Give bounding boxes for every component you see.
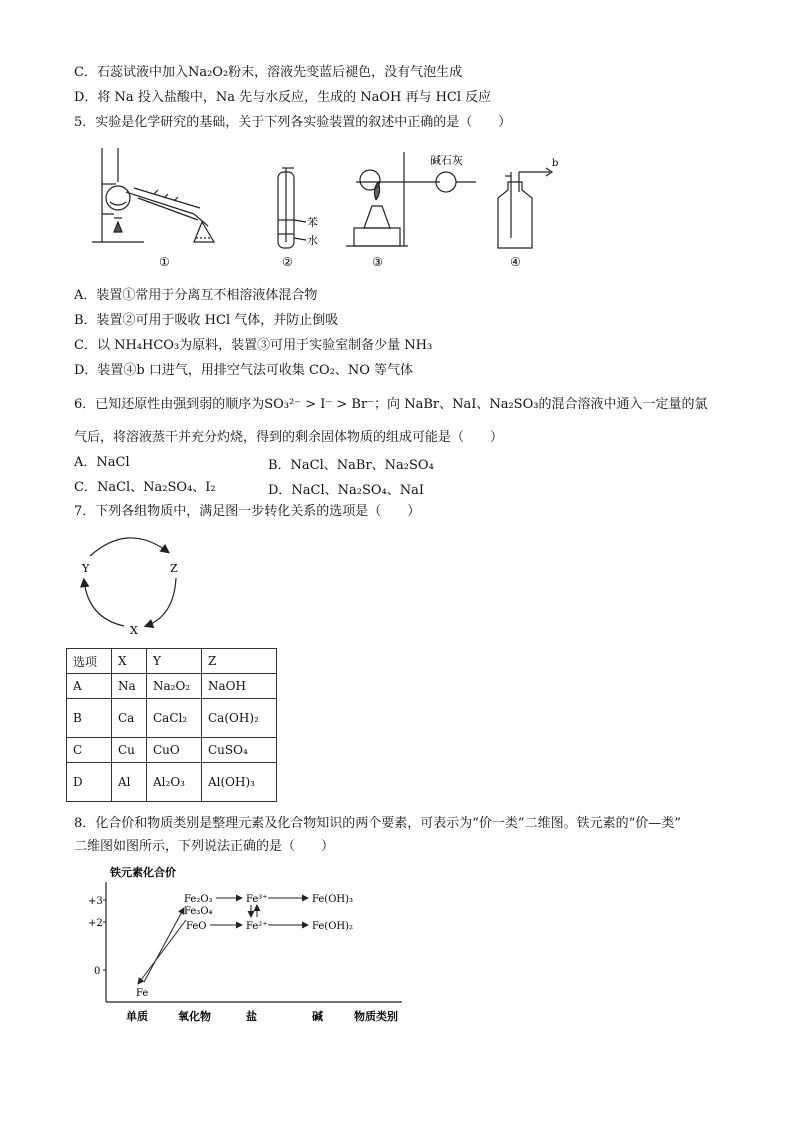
table-cell: Al₂O₃ (147, 763, 202, 802)
apparatus-2-label: ② (282, 255, 293, 269)
q7-stem: 7．下列各组物质中，满足图一步转化关系的选项是（ ） (74, 504, 421, 519)
q6-stem-line1: 6．已知还原性由强到弱的顺序为SO₃²⁻ > I⁻ > Br⁻；向 NaBr、NaI、Na₂SO₃的混合溶液中通入一定量的氯 (74, 397, 708, 412)
table-cell: Al(OH)₃ (202, 763, 277, 802)
q4-option-c: C．石蕊试液中加入Na₂O₂粉末，溶液先变蓝后褪色，没有气泡生成 (74, 65, 463, 80)
table-cell: CuO (147, 738, 202, 763)
apparatus-4-label: ④ (510, 255, 521, 269)
table-header: X (112, 649, 147, 674)
table-cell: Na (112, 674, 147, 699)
q6-stem-line2: 气后，将溶液蒸干并充分灼烧，得到的剩余固体物质的组成可能是（ ） (74, 430, 504, 445)
table-row (67, 738, 277, 763)
q7-options-table (66, 648, 277, 802)
apparatus-3-label: ③ (372, 255, 383, 269)
species-fe2ion: Fe²⁺ (246, 921, 268, 932)
port-b-label: b (552, 158, 559, 169)
q6-option-a: A．NaCl (74, 455, 130, 470)
cycle-x: X (130, 624, 138, 637)
species-fe: Fe (136, 988, 149, 999)
q8-valence-class-diagram (86, 862, 416, 1028)
species-feo: FeO (186, 921, 207, 932)
table-cell: B (67, 699, 112, 738)
q5-apparatus-figure (84, 142, 564, 272)
species-fe3ion: Fe³⁺ (246, 894, 268, 905)
arrow-y-to-z (90, 538, 168, 556)
q5-option-b: B．装置②可用于吸收 HCl 气体，并防止倒吸 (74, 313, 339, 328)
y-tick: 0 (94, 966, 101, 977)
y-axis-label: 铁元素化合价 (110, 866, 176, 879)
q5-option-c: C．以 NH₄HCO₃为原料，装置③可用于实验室制备少量 NH₃ (74, 338, 433, 353)
benzene-label: 苯 (307, 216, 318, 229)
q6-option-d: D．NaCl、Na₂SO₄、NaI (268, 483, 425, 498)
x-category: 氧化物 (178, 1010, 211, 1023)
q6-option-c: C．NaCl、Na₂SO₄、I₂ (74, 480, 216, 495)
table-cell: Ca (112, 699, 147, 738)
table-cell: A (67, 674, 112, 699)
q6-option-b: B．NaCl、NaBr、Na₂SO₄ (268, 458, 434, 473)
table-cell: Cu (112, 738, 147, 763)
table-header: Z (202, 649, 277, 674)
arrow-z-to-x (146, 578, 176, 626)
q5-option-d: D．装置④b 口进气，用排空气法可收集 CO₂、NO 等气体 (74, 363, 413, 378)
x-category: 物质类别 (354, 1010, 398, 1023)
q5-stem: 5．实验是化学研究的基础，关于下列各实验装置的叙述中正确的是（ ） (74, 115, 512, 130)
apparatus-1-label: ① (159, 255, 170, 269)
species-fe3o4: Fe₃O₄ (184, 906, 213, 917)
table-cell: Na₂O₂ (147, 674, 202, 699)
y-tick: +3 (88, 896, 103, 907)
soda-lime-label: 碱石灰 (430, 154, 463, 167)
arrow-fe-to-oxides (144, 908, 184, 982)
species-feoh3: Fe(OH)₃ (312, 894, 354, 905)
apparatus-1-distillation (92, 148, 214, 242)
species-fe2o3: Fe₂O₃ (184, 894, 213, 905)
x-category: 单质 (126, 1010, 148, 1023)
apparatus-4-bottle (498, 168, 552, 248)
q8-stem-line1: 8．化合价和物质类别是整理元素及化合物知识的两个要素，可表示为“价一类”二维图。铁元素的“价—类” (74, 816, 681, 831)
q7-cycle-diagram (70, 528, 190, 640)
table-cell: CuSO₄ (202, 738, 277, 763)
cycle-z: Z (170, 562, 178, 575)
arrow-x-to-y (84, 580, 124, 626)
table-cell: NaOH (202, 674, 277, 699)
apparatus-2-tube (278, 168, 306, 248)
y-tick: +2 (88, 918, 103, 929)
q4-option-d: D．将 Na 投入盐酸中，Na 先与水反应，生成的 NaOH 再与 HCl 反应 (74, 90, 492, 105)
table-header: Y (147, 649, 202, 674)
x-category: 碱 (312, 1010, 323, 1023)
table-row (67, 699, 277, 738)
table-row (67, 763, 277, 802)
q5-option-a: A．装置①常用于分离互不相溶液体混合物 (74, 288, 318, 303)
water-label: 水 (307, 234, 318, 247)
x-category: 盐 (246, 1010, 257, 1023)
table-header: 选项 (67, 649, 112, 674)
table-cell: Ca(OH)₂ (202, 699, 277, 738)
table-cell: D (67, 763, 112, 802)
table-row (67, 674, 277, 699)
arrow-oxides-to-fe (138, 920, 186, 984)
table-cell: Al (112, 763, 147, 802)
cycle-y: Y (82, 562, 90, 575)
species-feoh2: Fe(OH)₂ (312, 921, 354, 932)
q8-stem-line2: 二维图如图所示，下列说法正确的是（ ） (74, 839, 335, 854)
table-cell: CaCl₂ (147, 699, 202, 738)
table-cell: C (67, 738, 112, 763)
